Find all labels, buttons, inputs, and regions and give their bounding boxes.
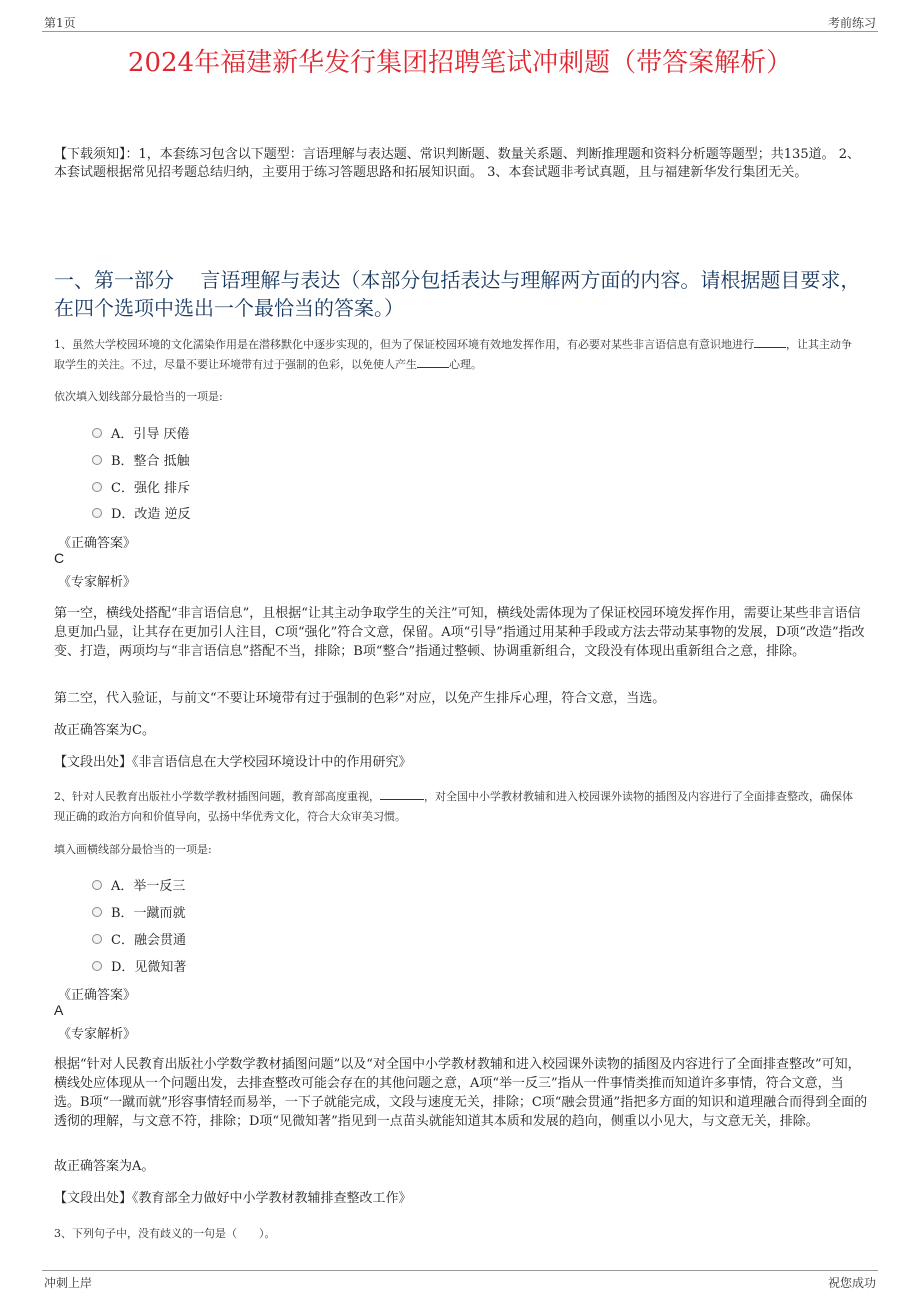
- header-divider: [42, 31, 878, 32]
- q2-option-c[interactable]: C．融会贯通: [92, 929, 186, 948]
- footer-right: 祝您成功: [827, 1276, 876, 1290]
- radio-icon[interactable]: [92, 880, 102, 890]
- radio-icon[interactable]: [92, 961, 102, 971]
- q1-analysis-label: 《专家解析》: [58, 575, 137, 590]
- q2-source: 【文段出处】《教育部全力做好中小学教材教辅排查整改工作》: [54, 1191, 412, 1206]
- q1-conclusion: 故正确答案为C。: [54, 723, 155, 738]
- download-notice: 【下载须知】：1，本套练习包含以下题型：言语理解与表达题、常识判断题、数量关系题、判断推理题和资料分析题等题型；共135道。 2、本套试题根据常见招考题总结归纳，主要用于练习答题思路和拓展知识面。 3、本套试题非考试真题，且与福建新华发行集团无关。: [54, 147, 860, 180]
- q1-option-a[interactable]: A．引导 厌倦: [92, 423, 190, 442]
- question-1-text: 1、虽然大学校园环境的文化濡染作用是在潜移默化中逐步实现的，但为了保证校园环境有效地发挥作用，有必要对某些非言语信息有意识地进行 ，让其主动争取学生的关注。不过，尽量不要让环境带有过于强制的色彩，以免使人产生 心理。: [54, 338, 852, 371]
- blank-1: [754, 337, 786, 348]
- footer-divider: [42, 1270, 878, 1271]
- page-number: 第1页: [44, 16, 76, 30]
- q1-analysis-paragraph-2: 第二空，代入验证，与前文“不要让环境带有过于强制的色彩”对应，以免产生排斥心理，符合文意，当选。: [54, 691, 666, 706]
- q1-answer-label: 《正确答案》: [58, 536, 137, 551]
- q2-analysis-paragraph-1: 根据“针对人民教育出版社小学数学教材插图问题”以及“对全国中小学教材教辅和进入校园课外读物的插图及内容进行了全面排查整改”可知，横线处应体现从一个问题出发，去排查整改可能会存在的其他问题之意，A项“举一反三”指从一件事情类推而知道许多事情，符合文意，当选。B项“一蹴而就”形容事情轻而易举，一下子就能完成，文段与速度无关，排除；C项“融会贯通”指把多方面的知识和道理融合而得到全面的透彻的理解，与文意不符，排除；D项“见微知著”指见到一点苗头就能知道其本质和发展的趋向，侧重以小见大，与文意无关，排除。: [54, 1057, 868, 1129]
- q2-option-a[interactable]: A．举一反三: [92, 875, 185, 894]
- q1-source: 【文段出处】《非言语信息在大学校园环境设计中的作用研究》: [54, 755, 412, 770]
- q1-option-b[interactable]: B．整合 抵触: [92, 450, 190, 469]
- radio-icon[interactable]: [92, 934, 102, 944]
- header-tag: 考前练习: [827, 16, 876, 30]
- q1-analysis-paragraph-1: 第一空，横线处搭配“非言语信息”，且根据“让其主动争取学生的关注”可知，横线处需体现为了保证校园环境发挥作用，需要让某些非言语信息更加凸显，让其存在更加引人注目，C项“强化”符合文意，保留。A项“引导”指通过用某种手段或方法去带动某事物的发展，D项“改造”指改变、打造，两项均与“非言语信息”搭配不当，排除；B项“整合”指通过整顿、协调重新组合，文段没有体现出重新组合之意，排除。: [54, 606, 865, 659]
- q1-answer: C: [54, 550, 65, 566]
- radio-icon[interactable]: [92, 455, 102, 465]
- page-title: 2024年福建新华发行集团招聘笔试冲刺题（带答案解析）: [127, 48, 793, 78]
- question-1-prompt: 依次填入划线部分最恰当的一项是:: [54, 390, 223, 403]
- q1-option-c[interactable]: C．强化 排斥: [92, 477, 190, 496]
- radio-icon[interactable]: [92, 907, 102, 917]
- question-2-text: 2、针对人民教育出版社小学数学教材插图问题，教育部高度重视， ，对全国中小学教材教辅和进入校园课外读物的插图及内容进行了全面排查整改，确保体现正确的政治方向和价值导向，弘扬中华优秀文化，符合大众审美习惯。: [54, 790, 853, 823]
- footer-left: 冲刺上岸: [44, 1276, 93, 1290]
- q2-conclusion: 故正确答案为A。: [54, 1159, 155, 1174]
- q2-analysis-label: 《专家解析》: [58, 1027, 137, 1042]
- q2-option-d[interactable]: D．见微知著: [92, 956, 186, 975]
- section-heading: 一、第一部分 言语理解与表达（本部分包括表达与理解两方面的内容。请根据题目要求，在四个选项中选出一个最恰当的答案。）: [54, 268, 861, 320]
- radio-icon[interactable]: [92, 508, 102, 518]
- q2-answer-label: 《正确答案》: [58, 988, 137, 1003]
- q2-option-b[interactable]: B．一蹴而就: [92, 902, 186, 921]
- q1-option-d[interactable]: D．改造 逆反: [92, 503, 191, 522]
- radio-icon[interactable]: [92, 482, 102, 492]
- question-2-prompt: 填入画横线部分最恰当的一项是:: [54, 843, 212, 856]
- blank-1: [380, 789, 424, 800]
- blank-2: [417, 357, 449, 368]
- q2-answer: A: [54, 1002, 64, 1018]
- radio-icon[interactable]: [92, 428, 102, 438]
- question-3-text: 3、下列句子中，没有歧义的一句是（ ）。: [54, 1227, 276, 1240]
